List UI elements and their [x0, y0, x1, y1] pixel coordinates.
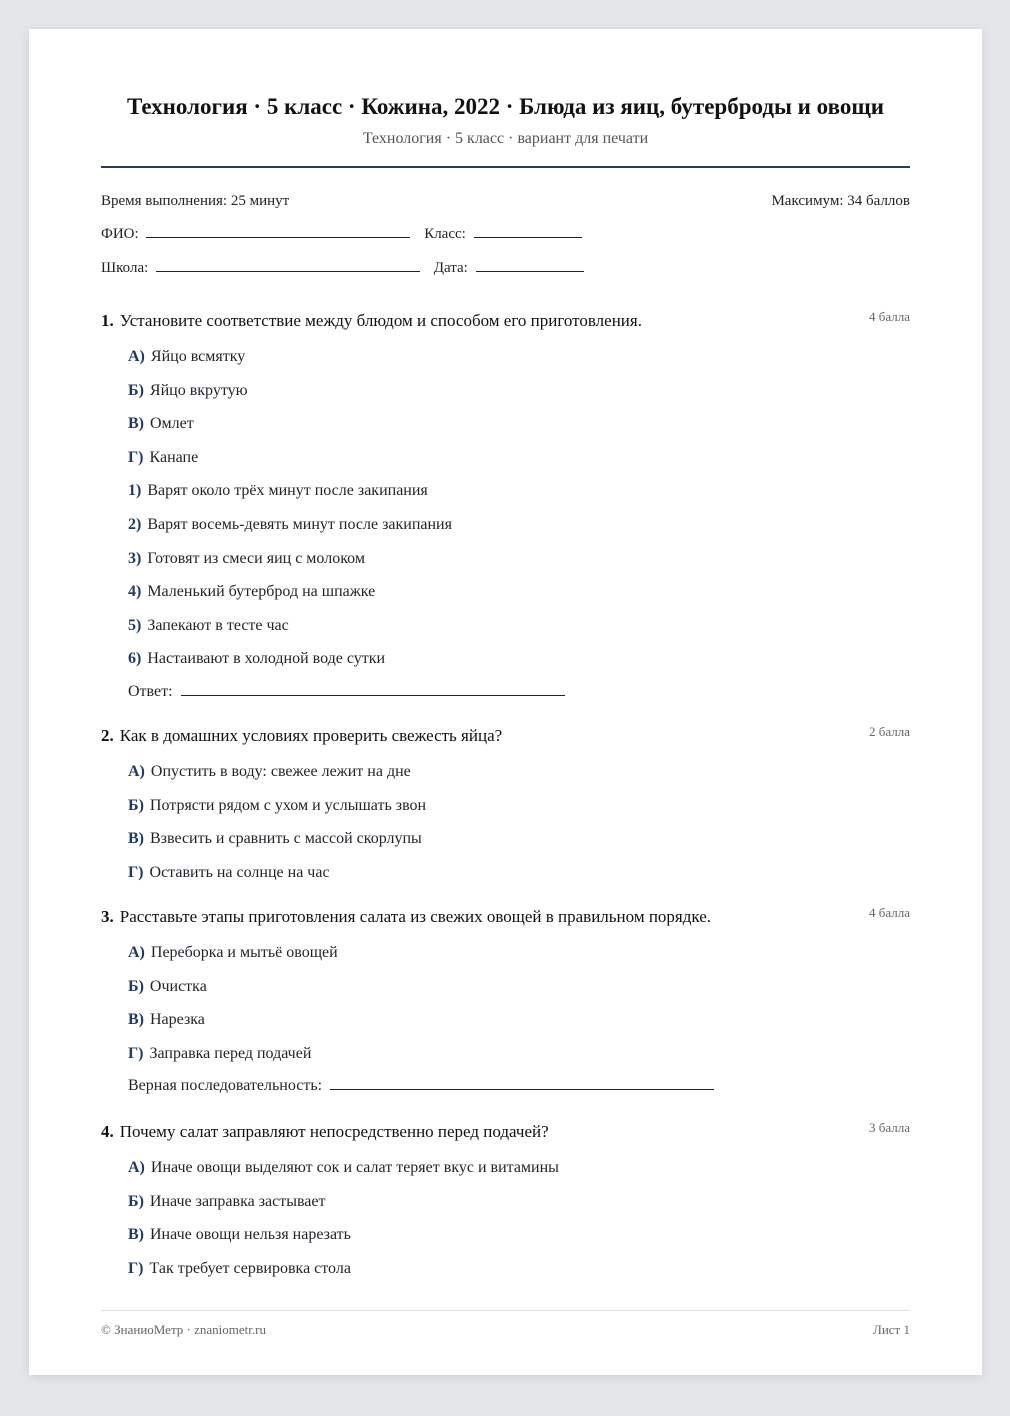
- option-text: Нарезка: [150, 1011, 205, 1029]
- option-marker: 3): [128, 549, 142, 567]
- option-item[interactable]: [128, 863, 910, 897]
- time-limit: Время выполнения: 25 минут: [101, 193, 290, 209]
- option-text: Омлет: [150, 415, 194, 433]
- answer-row: [128, 1077, 910, 1101]
- option-item[interactable]: [128, 943, 910, 977]
- option-item[interactable]: [128, 582, 910, 616]
- question-header: [101, 907, 910, 931]
- option-marker: Г): [128, 1259, 144, 1277]
- class-label: Класс:: [424, 226, 466, 242]
- question-number: 4.: [101, 1122, 114, 1141]
- option-item[interactable]: [128, 796, 910, 830]
- footer-divider: [101, 1310, 910, 1311]
- question-points: 2 балла: [869, 724, 910, 739]
- date-label: Дата:: [433, 260, 468, 276]
- question-text: Расставьте этапы приготовления салата из свежих овощей в правильном порядке.: [119, 907, 712, 926]
- school-label: Школа:: [101, 260, 149, 276]
- option-item[interactable]: [128, 515, 910, 549]
- option-text: Яйцо всмятку: [150, 348, 246, 365]
- option-text: Запекают в тесте час: [147, 616, 289, 634]
- question-text: Почему салат заправляют непосредственно перед подачей?: [119, 1122, 549, 1141]
- option-marker: А): [128, 944, 145, 961]
- answer-row: [128, 683, 910, 707]
- option-marker: 6): [128, 650, 142, 668]
- footer-copyright: © ЗнаниоМетр · znaniometr.ru: [101, 1322, 266, 1337]
- worksheet-page: [29, 29, 982, 1375]
- option-text: Яйцо вкрутую: [149, 381, 248, 399]
- option-text: Очистка: [149, 977, 207, 995]
- question-points: 3 балла: [869, 1120, 910, 1135]
- option-item[interactable]: [128, 1259, 910, 1293]
- question-points: 4 балла: [869, 309, 910, 324]
- option-text: Так требует сервировка стола: [149, 1259, 351, 1277]
- page-title: Технология · 5 класс · Кожина, 2022 · Блюда из яиц, бутерброды и овощи: [126, 94, 885, 119]
- option-text: Заправка перед подачей: [149, 1044, 312, 1062]
- fio-label: ФИО:: [101, 226, 139, 242]
- option-marker: 5): [128, 616, 142, 634]
- answer-field[interactable]: [330, 1088, 714, 1090]
- option-item[interactable]: [128, 414, 910, 448]
- header-divider: [101, 166, 910, 168]
- option-item[interactable]: [128, 347, 910, 381]
- option-marker: Г): [128, 1044, 144, 1062]
- question-header: [101, 726, 910, 750]
- option-item[interactable]: [128, 381, 910, 415]
- option-text: Варят около трёх минут после закипания: [147, 482, 428, 500]
- option-text: Варят восемь-девять минут после закипания: [147, 515, 452, 533]
- school-row: [101, 260, 910, 277]
- option-item[interactable]: [128, 1158, 910, 1192]
- option-item[interactable]: [128, 481, 910, 515]
- option-marker: Г): [128, 863, 144, 881]
- option-marker: А): [128, 348, 145, 365]
- option-marker: 1): [128, 482, 142, 500]
- answer-label: Верная последовательность:: [128, 1077, 323, 1095]
- answer-field[interactable]: [181, 694, 565, 696]
- student-name-row: [101, 226, 910, 243]
- question-text: Установите соответствие между блюдом и способом его приготовления.: [119, 311, 642, 330]
- fio-field[interactable]: [146, 236, 410, 238]
- option-text: Иначе овощи нельзя нарезать: [150, 1226, 351, 1244]
- option-text: Оставить на солнце на час: [149, 863, 330, 881]
- question-header: [101, 1122, 910, 1146]
- school-field[interactable]: [156, 270, 420, 272]
- option-item[interactable]: [128, 1044, 910, 1078]
- option-item[interactable]: [128, 1010, 910, 1044]
- question-number: 2.: [101, 726, 114, 745]
- option-marker: 4): [128, 583, 142, 601]
- option-text: Готовят из смеси яиц с молоком: [147, 549, 365, 567]
- option-marker: Б): [128, 381, 144, 399]
- question-points: 4 балла: [869, 905, 910, 920]
- option-text: Опустить в воду: свежее лежит на дне: [150, 763, 411, 780]
- page-subtitle: Технология · 5 класс · вариант для печати: [362, 130, 649, 147]
- question-number: 1.: [101, 311, 114, 330]
- question-text: Как в домашних условиях проверить свежесть яйца?: [119, 726, 503, 745]
- option-marker: В): [128, 830, 144, 848]
- question-number: 3.: [101, 907, 114, 926]
- option-marker: Б): [128, 1192, 144, 1210]
- option-text: Маленький бутерброд на шпажке: [147, 583, 376, 601]
- question-4: [101, 1122, 910, 1292]
- option-item[interactable]: [128, 549, 910, 583]
- option-text: Взвесить и сравнить с массой скорлупы: [150, 830, 422, 848]
- option-item[interactable]: [128, 829, 910, 863]
- option-item[interactable]: [128, 1192, 910, 1226]
- meta-time-row: [101, 193, 910, 210]
- question-3: [101, 907, 910, 1101]
- option-text: Потрясти рядом с ухом и услышать звон: [149, 796, 427, 814]
- option-marker: В): [128, 1011, 144, 1029]
- option-text: Настаивают в холодной воде сутки: [147, 650, 386, 668]
- option-item[interactable]: [128, 649, 910, 683]
- option-marker: В): [128, 415, 144, 433]
- footer-page-number: Лист 1: [873, 1322, 910, 1337]
- option-marker: А): [128, 1159, 145, 1176]
- option-text: Переборка и мытьё овощей: [150, 944, 338, 961]
- option-marker: Б): [128, 977, 144, 995]
- option-item[interactable]: [128, 762, 910, 796]
- option-item[interactable]: [128, 1225, 910, 1259]
- answer-label: Ответ:: [128, 682, 173, 700]
- option-text: Иначе заправка застывает: [149, 1192, 326, 1210]
- option-item[interactable]: [128, 977, 910, 1011]
- option-text: Иначе овощи выделяют сок и салат теряет вкус и витамины: [150, 1159, 559, 1176]
- option-marker: А): [128, 763, 145, 780]
- question-1: [101, 311, 910, 707]
- option-marker: Б): [128, 796, 144, 814]
- page-content: [101, 29, 910, 1375]
- option-text: Канапе: [149, 448, 199, 466]
- max-score: Максимум: 34 баллов: [771, 193, 910, 209]
- option-marker: 2): [128, 515, 142, 533]
- option-marker: Г): [128, 448, 144, 466]
- option-marker: В): [128, 1226, 144, 1244]
- option-item[interactable]: [128, 448, 910, 482]
- question-header: [101, 311, 910, 335]
- class-field[interactable]: [474, 236, 582, 238]
- date-field[interactable]: [476, 270, 584, 272]
- question-2: [101, 726, 910, 896]
- option-item[interactable]: [128, 616, 910, 650]
